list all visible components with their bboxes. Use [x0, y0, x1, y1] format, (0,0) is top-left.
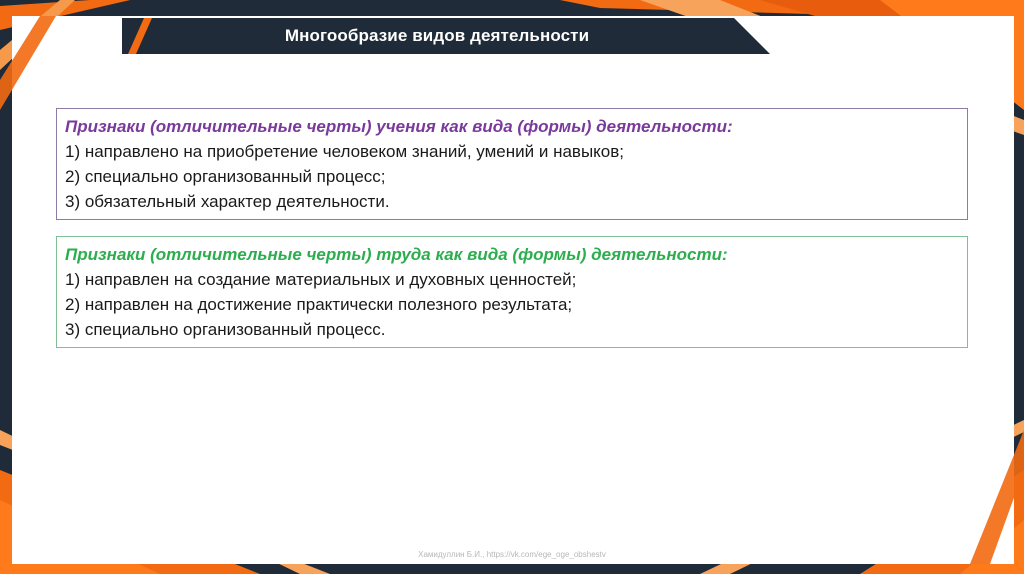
work-feature-item: 2) направлен на достижение практически полезного результата;: [65, 295, 573, 314]
study-features-heading: Признаки (отличительные черты) учения как вида (формы) деятельности:: [65, 117, 733, 136]
work-features-heading: Признаки (отличительные черты) труда как вида (формы) деятельности:: [65, 245, 728, 264]
study-feature-item: 2) специально организованный процесс;: [65, 167, 386, 186]
work-feature-item: 3) специально организованный процесс.: [65, 320, 386, 339]
slide-title: Многообразие видов деятельности: [284, 26, 590, 45]
study-feature-item: 1) направлено на приобретение человеком знаний, умений и навыков;: [65, 142, 625, 161]
footer-credit: Хамидуллин Б.И., https://vk.com/ege_oge_obshestv: [418, 550, 606, 559]
work-feature-item: 1) направлен на создание материальных и духовных ценностей;: [65, 270, 577, 289]
study-feature-item: 3) обязательный характер деятельности.: [65, 192, 390, 211]
slide-title-bar: [122, 18, 770, 54]
study-features-box: [56, 108, 968, 220]
work-features-box: [56, 236, 968, 348]
